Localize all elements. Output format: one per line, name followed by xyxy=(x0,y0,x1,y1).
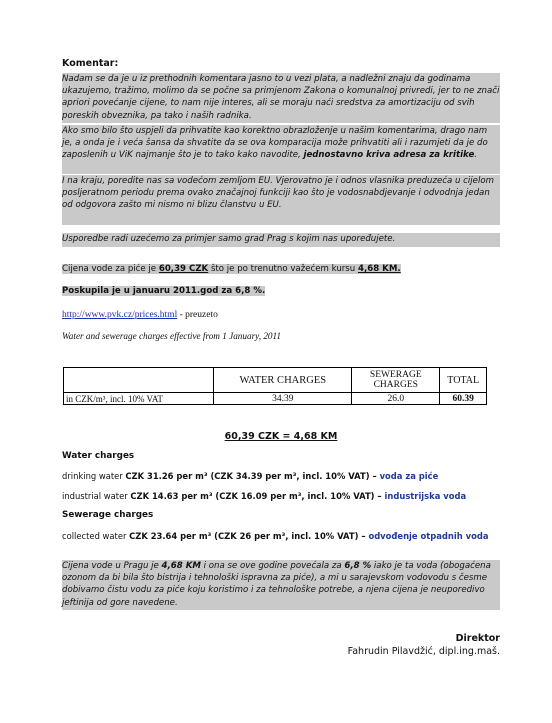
paragraph-comparison-emphasis: jednostavno kriva adresa za kritike xyxy=(303,150,475,161)
header-water: WATER CHARGES xyxy=(214,368,352,393)
industrial-pre: industrial water xyxy=(62,491,128,501)
industrial-local: industrijska voda xyxy=(384,491,467,501)
price-line xyxy=(62,263,500,275)
table-subtitle: Water and sewerage charges effective from 1 January, 2011 xyxy=(62,331,282,341)
water-heading: Water charges xyxy=(62,451,135,461)
paragraph-conclusion: Cijena vode u Pragu je 4,68 KM i ona se ove godine povećala za 6,8 % iako je ta voda (obogaćena ozonom da bi bila što bistrija i tehnološki ispravna za piće), a mi u sarajevskom vodovodu s česme dobivamo čistu vodu za piće koju koristimo i za tehnološke potrebe, a njena cijena je neuporedivo jeftinija od gore navedene. xyxy=(62,560,500,610)
paragraph-salaries: Nadam se da je u iz prethodnih komentara jasno to u vezi plata, a nadležni znaju da godinama ukazujemo, tražimo, molimo da se počne sa primjenom Zakona o komunalnoj privredi, jer to ne znači apriori povećanje cijene, to nam nije interes, ali se moraju naći sredstva za amortizaciju od svih poreskih obveznika, pa tako i naših radnika. xyxy=(62,73,500,123)
header-sewerage: SEWERAGE CHARGES xyxy=(352,368,440,393)
source-link[interactable]: http://www.pvk.cz/prices.html xyxy=(62,310,178,320)
drinking-value: CZK 31.26 per m³ (CZK 34.39 per m³, incl. 10% VAT) xyxy=(125,471,370,481)
signature-name: Fahrudin Pilavdžić, dipl.ing.maš. xyxy=(347,646,500,657)
source-line xyxy=(62,310,500,320)
price-line-box xyxy=(62,264,401,274)
row-label: in CZK/m³, incl. 10% VAT xyxy=(64,393,214,405)
price-czk: 60,39 CZK xyxy=(158,264,209,274)
signature-block xyxy=(348,632,500,658)
cell-water: 34.39 xyxy=(214,393,352,405)
conclusion-percent: 6,8 % xyxy=(344,561,372,571)
source-suffix: - preuzeto xyxy=(177,310,218,320)
collected-water-line: collected water CZK 23.64 per m³ (CZK 26 per m³, incl. 10% VAT) – odvođenje otpadnih voda xyxy=(62,531,489,541)
header-total: TOTAL xyxy=(440,368,487,393)
rise-line xyxy=(62,285,500,297)
charges-table xyxy=(63,367,487,405)
signature-title: Direktor xyxy=(455,633,500,644)
drinking-local: voda za piće xyxy=(379,471,439,481)
table-header-row xyxy=(64,368,487,393)
cell-total: 60.39 xyxy=(440,393,487,405)
comment-heading: Komentar: xyxy=(62,58,119,69)
table-row xyxy=(64,393,487,405)
rise-line-text: Poskupila je u januaru 2011.god za 6,8 %. xyxy=(62,286,266,296)
paragraph-prague: Usporedbe radi uzećemo za primjer samo grad Prag s kojim nas upoređujete. xyxy=(62,233,500,247)
drinking-water-line: drinking water CZK 31.26 per m³ (CZK 34.39 per m³, incl. 10% VAT) – voda za piće xyxy=(62,471,439,481)
conclusion-price: 4,68 KM xyxy=(161,561,201,571)
collected-local: odvođenje otpadnih voda xyxy=(368,531,489,541)
industrial-value: CZK 14.63 per m³ (CZK 16.09 per m³, incl. 10% VAT) xyxy=(130,491,375,501)
collected-value: CZK 23.64 per m³ (CZK 26 per m³, incl. 10% VAT) xyxy=(129,531,359,541)
equation-text: 60,39 CZK = 4,68 KM xyxy=(224,431,338,442)
equation-line xyxy=(62,431,500,442)
sewerage-heading: Sewerage charges xyxy=(62,510,154,520)
cell-sewerage: 26.0 xyxy=(352,393,440,405)
price-line-mid: što je po trenutno važećem kursu xyxy=(210,264,356,274)
drinking-pre: drinking water xyxy=(62,471,123,481)
price-km: 4,68 KM. xyxy=(357,264,401,274)
industrial-water-line: industrial water CZK 14.63 per m³ (CZK 16.09 per m³, incl. 10% VAT) – industrijska voda xyxy=(62,491,467,501)
collected-pre: collected water xyxy=(62,531,127,541)
paragraph-comparison: Ako smo bilo što uspjeli da prihvatite kao korektno obrazloženje u našim komentarima, drago nam je, a onda je i veća šansa da shvatite da se ova komparacija može prihvatiti ali i razumjeti da je do zaposlenih u ViK najmanje što je to tako kako navodite, jednostavno kriva adresa za kritike. xyxy=(62,125,500,174)
paragraph-comparison-text: Ako smo bilo što uspjeli da prihvatite kao korektno obrazloženje u našim komentarima, drago nam je, a onda je i veća šansa da shvatite da se ova komparacija može prihvatiti ali i razumjeti da je do zaposlenih u ViK najmanje što je to tako kako navodite, xyxy=(62,126,488,161)
paragraph-eu: I na kraju, poredite nas sa vodećom zemljom EU. Vjerovatno je i odnos vlasnika preduzeća u cijelom posljeratnom periodu prema ovako značajnoj funkciji kao što je vodosnabdjevanje i odvodnja jedan od odgovora zašto mi nismo ni blizu članstvu u EU. xyxy=(62,175,500,225)
price-line-pre: Cijena vode za piće je xyxy=(62,264,157,274)
